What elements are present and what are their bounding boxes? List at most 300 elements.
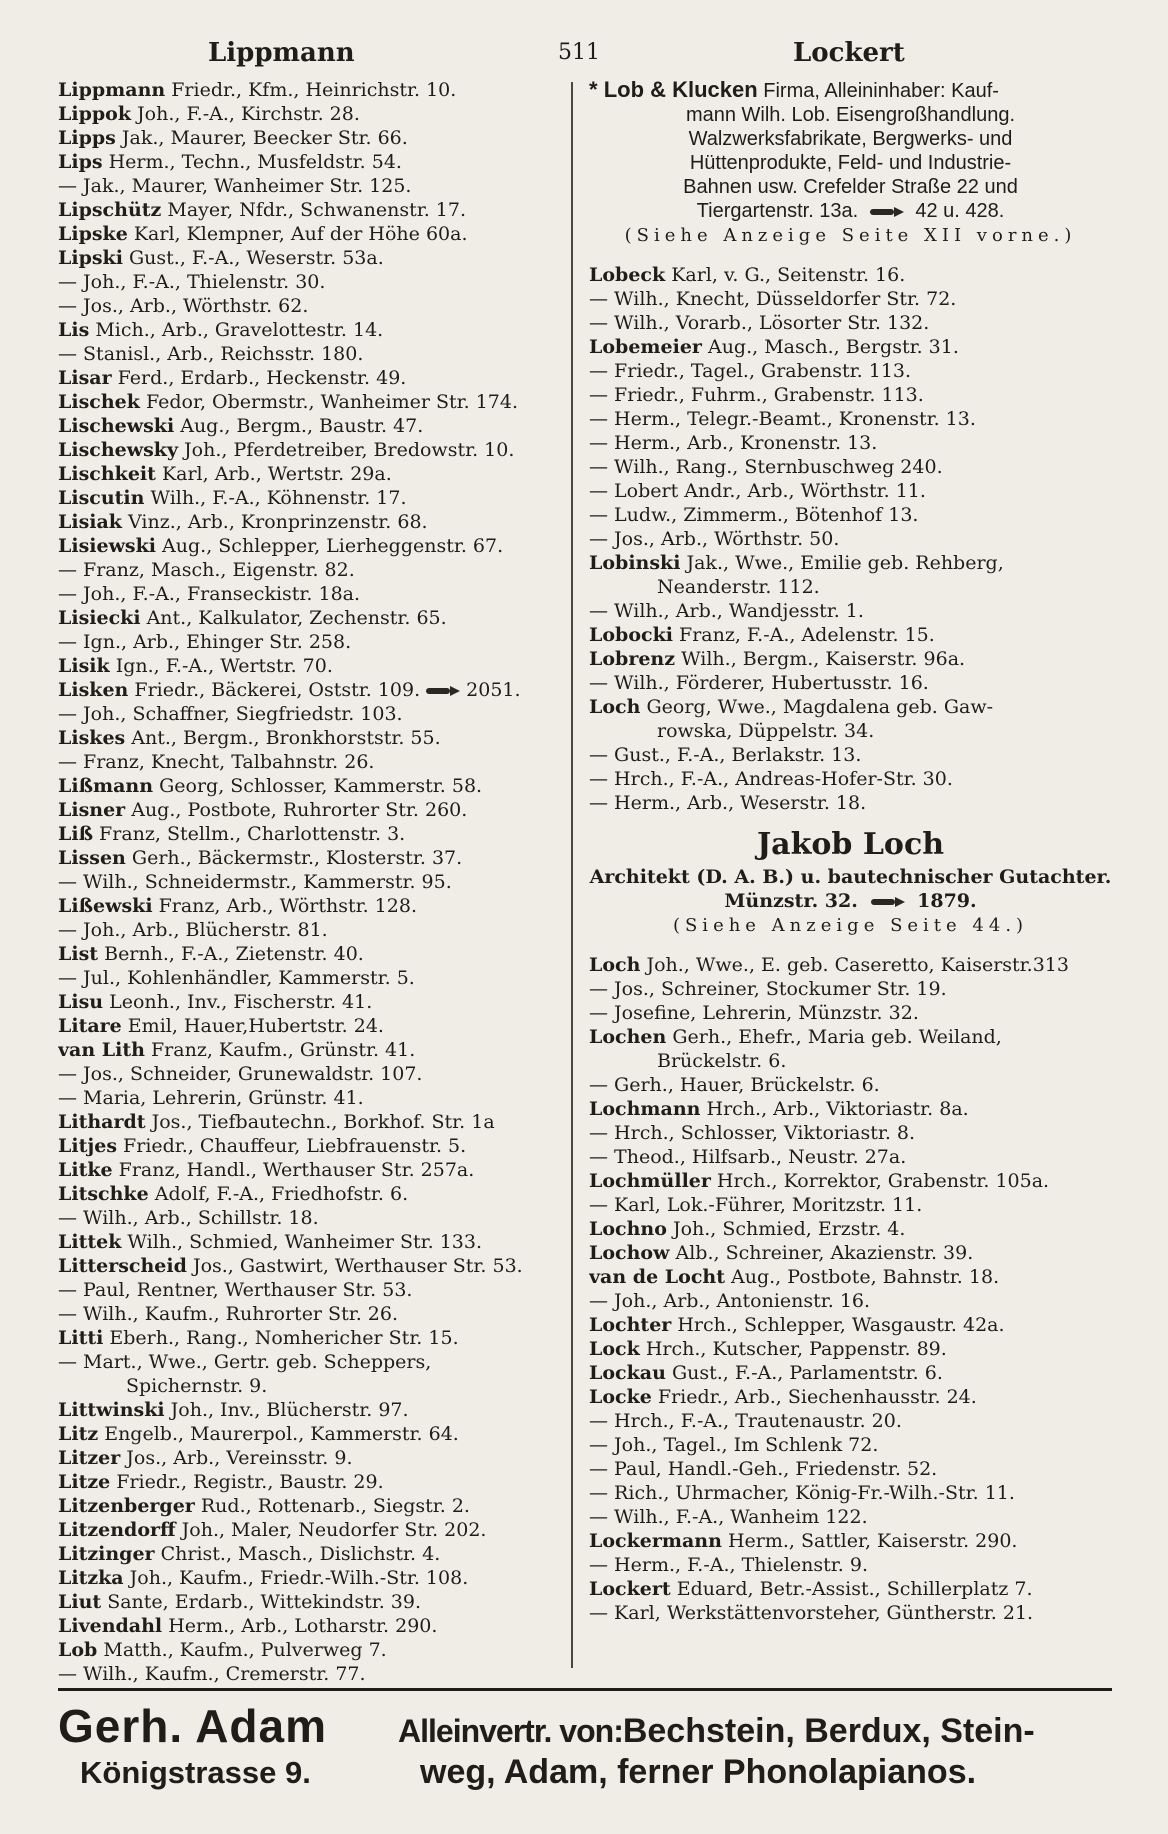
ad-first-line bbox=[589, 78, 1112, 103]
footer-line2: weg, Adam, ferner Phonolapianos. bbox=[420, 1753, 977, 1791]
directory-entry bbox=[589, 1241, 1112, 1265]
entry-details: — Gust., F.-A., Berlakstr. 13. bbox=[589, 744, 862, 766]
entry-details: Gerh., Ehefr., Maria geb. Weiland, bbox=[666, 1026, 1002, 1048]
entry-surname: Litti bbox=[58, 1327, 104, 1349]
entry-surname: Lipps bbox=[58, 127, 116, 149]
footer-line1b: Bechstein, Berdux, Stein- bbox=[622, 1712, 1035, 1750]
directory-entry bbox=[589, 527, 1112, 551]
entry-details: — Lobert Andr., Arb., Wörthstr. 11. bbox=[589, 480, 926, 502]
entry-details: — Karl, Lok.-Führer, Moritzstr. 11. bbox=[589, 1194, 923, 1216]
entry-details: Aug., Postbote, Bahnstr. 18. bbox=[724, 1266, 1000, 1288]
directory-entry bbox=[58, 414, 561, 438]
lob-klucken-ad bbox=[589, 78, 1112, 223]
entry-details: Gerh., Bäckermstr., Klosterstr. 37. bbox=[125, 847, 463, 869]
ad-title: * Lob & Klucken bbox=[589, 77, 758, 102]
entry-details: — Wilh., Knecht, Düsseldorfer Str. 72. bbox=[589, 288, 957, 310]
entry-details: Friedr., Registr., Baustr. 29. bbox=[110, 1471, 384, 1493]
entry-details: — Jos., Arb., Wörthstr. 62. bbox=[58, 295, 309, 317]
directory-entry bbox=[58, 1014, 561, 1038]
entry-surname: Lobemeier bbox=[589, 336, 702, 358]
entry-phone: 2051. bbox=[466, 679, 521, 701]
entry-details: Friedr., Kfm., Heinrichstr. 10. bbox=[165, 79, 457, 101]
entry-details: Hrch., Schlepper, Wasgaustr. 42a. bbox=[671, 1314, 1005, 1336]
entry-surname: Lockau bbox=[589, 1362, 666, 1384]
directory-entry bbox=[58, 798, 561, 822]
directory-entry bbox=[58, 1110, 561, 1134]
entry-details: Wilh., Bergm., Kaiserstr. 96a. bbox=[675, 648, 966, 670]
entry-details: — Wilh., Kaufm., Ruhrorter Str. 26. bbox=[58, 1303, 398, 1325]
ad-line-2: Walzwerksfabrikate, Bergwerks- und bbox=[688, 128, 1013, 150]
directory-entry bbox=[589, 1433, 1112, 1457]
entry-details: Ant., Kalkulator, Zechenstr. 65. bbox=[140, 607, 447, 629]
directory-entry bbox=[589, 1097, 1112, 1121]
entry-surname: Litschke bbox=[58, 1183, 149, 1205]
loch-ad-line2 bbox=[589, 889, 1112, 913]
entry-details: Georg, Schlosser, Kammerstr. 58. bbox=[153, 775, 483, 797]
directory-entry bbox=[589, 503, 1112, 527]
entry-details: Franz, Stellm., Charlottenstr. 3. bbox=[93, 823, 406, 845]
entry-details: — Jos., Schreiner, Stockumer Str. 19. bbox=[589, 978, 947, 1000]
directory-entry bbox=[589, 1289, 1112, 1313]
directory-entry bbox=[58, 150, 561, 174]
directory-entry bbox=[58, 318, 561, 342]
directory-entry bbox=[58, 294, 561, 318]
page-header bbox=[58, 30, 1112, 78]
loch-see-reference: (Siehe Anzeige Seite 44.) bbox=[672, 915, 1029, 936]
entry-details: Aug., Postbote, Ruhrorter Str. 260. bbox=[125, 799, 468, 821]
entry-details: — Wilh., Förderer, Hubertusstr. 16. bbox=[589, 672, 929, 694]
loch-ad-phone: 1879. bbox=[917, 890, 977, 912]
entry-details: Joh., Wwe., E. geb. Caseretto, Kaiserstr.313 bbox=[640, 954, 1069, 976]
entry-details: — Mart., Wwe., Gertr. geb. Scheppers, bbox=[58, 1351, 432, 1373]
entry-details: — Paul, Rentner, Werthauser Str. 53. bbox=[58, 1279, 413, 1301]
entry-details: Ign., F.-A., Wertstr. 70. bbox=[109, 655, 333, 677]
entry-surname: Lock bbox=[589, 1338, 640, 1360]
entry-surname: Liscutin bbox=[58, 487, 145, 509]
entry-details: — Herm., Arb., Kronenstr. 13. bbox=[589, 432, 878, 454]
loch-ad-title: Jakob Loch bbox=[756, 827, 945, 862]
entry-details: — Hrch., F.-A., Trautenaustr. 20. bbox=[589, 1410, 902, 1432]
directory-entry bbox=[589, 1193, 1112, 1217]
entry-surname: van Lith bbox=[58, 1039, 145, 1061]
entry-details: — Wilh., Schneidermstr., Kammerstr. 95. bbox=[58, 871, 452, 893]
directory-entry bbox=[589, 1313, 1112, 1337]
entry-details: Joh., Pferdetreiber, Bredowstr. 10. bbox=[178, 439, 515, 461]
directory-entry bbox=[58, 822, 561, 846]
entry-surname: Lockert bbox=[589, 1578, 671, 1600]
footer-address: Königstrasse 9. bbox=[80, 1755, 311, 1790]
directory-entry bbox=[58, 1134, 561, 1158]
directory-entry bbox=[58, 630, 561, 654]
entry-surname: Lischewsky bbox=[58, 439, 179, 461]
entry-surname: Lisken bbox=[58, 679, 129, 701]
directory-entry bbox=[58, 198, 561, 222]
telephone-icon bbox=[426, 686, 460, 696]
directory-entry bbox=[58, 246, 561, 270]
entry-surname: Lipske bbox=[58, 223, 128, 245]
directory-entry bbox=[589, 767, 1112, 791]
entry-details: Franz, Kaufm., Grünstr. 41. bbox=[144, 1039, 416, 1061]
entry-surname: Litzinger bbox=[58, 1543, 155, 1565]
directory-entry bbox=[58, 582, 561, 606]
entry-details: Spichernstr. 9. bbox=[126, 1375, 268, 1397]
entry-details: — Gerh., Hauer, Brückelstr. 6. bbox=[589, 1074, 880, 1096]
entry-details: — Joh., Schaffner, Siegfriedstr. 103. bbox=[58, 703, 403, 725]
directory-entry bbox=[589, 671, 1112, 695]
directory-entry bbox=[58, 942, 561, 966]
entry-details: Herm., Techn., Musfeldstr. 54. bbox=[102, 151, 402, 173]
directory-entry bbox=[589, 479, 1112, 503]
directory-entry bbox=[58, 918, 561, 942]
entry-details: — Wilh., Kaufm., Cremerstr. 77. bbox=[58, 1663, 366, 1685]
entry-surname: Livendahl bbox=[58, 1615, 163, 1637]
directory-entry bbox=[589, 1169, 1112, 1193]
directory-entry bbox=[58, 1662, 561, 1686]
entry-surname: Lobeck bbox=[589, 264, 666, 286]
entry-surname: Litzer bbox=[58, 1447, 121, 1469]
entry-surname: Lochno bbox=[589, 1218, 667, 1240]
directory-entry bbox=[589, 953, 1112, 977]
entry-details: Karl, Arb., Wertstr. 29a. bbox=[155, 463, 392, 485]
directory-entry bbox=[589, 719, 1112, 743]
directory-entry bbox=[589, 1385, 1112, 1409]
directory-entry bbox=[58, 1254, 561, 1278]
entry-details: — Jos., Schneider, Grunewaldstr. 107. bbox=[58, 1063, 423, 1085]
entry-details: — Paul, Handl.-Geh., Friedenstr. 52. bbox=[589, 1458, 938, 1480]
entry-details: Karl, Klempner, Auf der Höhe 60a. bbox=[127, 223, 468, 245]
entry-details: Alb., Schreiner, Akazienstr. 39. bbox=[669, 1242, 974, 1264]
footer-line1a: Alleinvertr. von: bbox=[398, 1713, 623, 1749]
entry-surname: Lithardt bbox=[58, 1111, 146, 1133]
entry-details: Aug., Bergm., Baustr. 47. bbox=[174, 415, 424, 437]
entry-details: Hrch., Kutscher, Pappenstr. 89. bbox=[639, 1338, 947, 1360]
entry-details: — Friedr., Tagel., Grabenstr. 113. bbox=[589, 360, 912, 382]
entry-details: Vinz., Arb., Kronprinzenstr. 68. bbox=[121, 511, 428, 533]
directory-entry bbox=[58, 222, 561, 246]
entry-details: Aug., Schlepper, Lierheggenstr. 67. bbox=[156, 535, 504, 557]
entry-details: Georg, Wwe., Magdalena geb. Gaw- bbox=[640, 696, 994, 718]
entry-details: Karl, v. G., Seitenstr. 16. bbox=[665, 264, 906, 286]
page-number: 511 bbox=[558, 40, 600, 65]
directory-entry bbox=[58, 126, 561, 150]
entry-surname: Lisiewski bbox=[58, 535, 157, 557]
entry-surname: Lissen bbox=[58, 847, 126, 869]
directory-entry bbox=[58, 1422, 561, 1446]
directory-entry bbox=[589, 791, 1112, 815]
entry-details: — Wilh., Rang., Sternbuschweg 240. bbox=[589, 456, 943, 478]
telephone-icon bbox=[870, 207, 904, 217]
entry-surname: Loch bbox=[589, 696, 641, 718]
entry-surname: van de Locht bbox=[589, 1266, 725, 1288]
directory-entry bbox=[58, 1374, 561, 1398]
directory-columns bbox=[58, 77, 1112, 1685]
directory-entry bbox=[589, 599, 1112, 623]
entry-details: Herm., Arb., Lotharstr. 290. bbox=[162, 1615, 438, 1637]
directory-entry bbox=[58, 1350, 561, 1374]
directory-entry bbox=[589, 1361, 1112, 1385]
entry-surname: Lobrenz bbox=[589, 648, 676, 670]
entry-details: Hrch., Arb., Viktoriastr. 8a. bbox=[700, 1098, 969, 1120]
directory-entry bbox=[58, 1182, 561, 1206]
entry-details: — Stanisl., Arb., Reichsstr. 180. bbox=[58, 343, 364, 365]
directory-entry bbox=[589, 1457, 1112, 1481]
entry-details: — Herm., Telegr.-Beamt., Kronenstr. 13. bbox=[589, 408, 976, 430]
directory-entry bbox=[589, 1145, 1112, 1169]
entry-details: — Maria, Lehrerin, Grünstr. 41. bbox=[58, 1087, 364, 1109]
entry-details: Jak., Wwe., Emilie geb. Rehberg, bbox=[680, 552, 1004, 574]
entry-details: — Wilh., Arb., Wandjesstr. 1. bbox=[589, 600, 864, 622]
entry-surname: Lochmüller bbox=[589, 1170, 711, 1192]
ad-address: Tiergartenstr. 13a. bbox=[696, 200, 859, 222]
directory-entry bbox=[58, 750, 561, 774]
directory-entry bbox=[589, 1049, 1112, 1073]
entry-details: — Rich., Uhrmacher, König-Fr.-Wilh.-Str. 11. bbox=[589, 1482, 1015, 1504]
directory-entry bbox=[589, 359, 1112, 383]
directory-entry bbox=[58, 702, 561, 726]
footer-advertisement bbox=[58, 1688, 1112, 1792]
entry-details: Hrch., Korrektor, Grabenstr. 105a. bbox=[710, 1170, 1050, 1192]
entry-details: Jos., Tiefbautechn., Borkhof. Str. 1a bbox=[145, 1111, 495, 1133]
directory-entry bbox=[58, 654, 561, 678]
directory-entry bbox=[589, 383, 1112, 407]
entry-surname: Lips bbox=[58, 151, 103, 173]
entry-details: — Hrch., Schlosser, Viktoriastr. 8. bbox=[589, 1122, 916, 1144]
entry-details: Adolf, F.-A., Friedhofstr. 6. bbox=[148, 1183, 409, 1205]
entry-details: Herm., Sattler, Kaiserstr. 290. bbox=[721, 1530, 1018, 1552]
header-left-keyword: Lippmann bbox=[208, 38, 355, 68]
entry-details: — Joh., F.-A., Thielenstr. 30. bbox=[58, 271, 326, 293]
entry-surname: Lischek bbox=[58, 391, 140, 413]
entry-surname: Littwinski bbox=[58, 1399, 165, 1421]
directory-entry bbox=[589, 1217, 1112, 1241]
directory-entry bbox=[589, 623, 1112, 647]
directory-entry bbox=[589, 977, 1112, 1001]
directory-entry bbox=[58, 894, 561, 918]
directory-entry bbox=[589, 695, 1112, 719]
entry-surname: Litzenberger bbox=[58, 1495, 195, 1517]
directory-entry bbox=[589, 287, 1112, 311]
entry-surname: Lobocki bbox=[589, 624, 673, 646]
entry-details: — Joh., Arb., Antonienstr. 16. bbox=[589, 1290, 871, 1312]
entry-details: — Herm., F.-A., Thielenstr. 9. bbox=[589, 1554, 868, 1576]
footer-row-1 bbox=[58, 1699, 1112, 1753]
entry-details: — Jos., Arb., Wörthstr. 50. bbox=[589, 528, 840, 550]
entry-details: Aug., Masch., Bergstr. 31. bbox=[701, 336, 959, 358]
entry-surname: Lisiak bbox=[58, 511, 122, 533]
directory-entry bbox=[589, 1409, 1112, 1433]
directory-entry bbox=[58, 1566, 561, 1590]
entry-surname: Liskes bbox=[58, 727, 126, 749]
directory-entry bbox=[589, 551, 1112, 575]
ad-see-reference: (Siehe Anzeige Seite XII vorne.) bbox=[624, 225, 1077, 246]
entry-details: Wilh., F.-A., Köhnenstr. 17. bbox=[144, 487, 407, 509]
entry-details: Leonh., Inv., Fischerstr. 41. bbox=[103, 991, 373, 1013]
directory-entry bbox=[589, 743, 1112, 767]
directory-entry bbox=[589, 1337, 1112, 1361]
directory-entry bbox=[58, 270, 561, 294]
entry-details: Jos., Arb., Vereinsstr. 9. bbox=[120, 1447, 353, 1469]
entry-surname: Lipschütz bbox=[58, 199, 162, 221]
directory-entry bbox=[589, 1553, 1112, 1577]
entry-details: Jos., Gastwirt, Werthauser Str. 53. bbox=[186, 1255, 523, 1277]
left-column bbox=[58, 78, 571, 1685]
entry-details: Sante, Erdarb., Wittekindstr. 39. bbox=[101, 1591, 422, 1613]
directory-entry bbox=[589, 311, 1112, 335]
ad-phone: 42 u. 428. bbox=[915, 200, 1005, 222]
ad-line-0: Firma, Alleininhaber: Kauf- bbox=[763, 80, 999, 102]
directory-entry bbox=[58, 1326, 561, 1350]
directory-entry bbox=[589, 407, 1112, 431]
directory-entry bbox=[58, 1542, 561, 1566]
directory-entry bbox=[58, 1398, 561, 1422]
directory-entry bbox=[58, 438, 561, 462]
entry-details: — Ludw., Zimmerm., Bötenhof 13. bbox=[589, 504, 919, 526]
entry-details: Mayer, Nfdr., Schwanenstr. 17. bbox=[161, 199, 467, 221]
directory-entry bbox=[58, 102, 561, 126]
entry-details: — Franz, Masch., Eigenstr. 82. bbox=[58, 559, 355, 581]
directory-entry bbox=[589, 431, 1112, 455]
entry-surname: Litterscheid bbox=[58, 1255, 187, 1277]
directory-entry bbox=[589, 575, 1112, 599]
entry-surname: Litzka bbox=[58, 1567, 124, 1589]
entry-details: — Jak., Maurer, Wanheimer Str. 125. bbox=[58, 175, 412, 197]
entry-surname: Lisik bbox=[58, 655, 110, 677]
directory-entry bbox=[589, 1121, 1112, 1145]
directory-entry bbox=[589, 647, 1112, 671]
entry-details: — Joh., Tagel., Im Schlenk 72. bbox=[589, 1434, 879, 1456]
entry-details: — Joh., F.-A., Franseckistr. 18a. bbox=[58, 583, 361, 605]
entry-details: Engelb., Maurerpol., Kammerstr. 64. bbox=[98, 1423, 459, 1445]
entry-surname: Lisu bbox=[58, 991, 104, 1013]
entry-details: Franz, F.-A., Adelenstr. 15. bbox=[672, 624, 935, 646]
directory-entry bbox=[58, 870, 561, 894]
entry-details: — Herm., Arb., Weserstr. 18. bbox=[589, 792, 867, 814]
entry-details: — Josefine, Lehrerin, Münzstr. 32. bbox=[589, 1002, 919, 1024]
entry-details: Ferd., Erdarb., Heckenstr. 49. bbox=[111, 367, 407, 389]
entry-surname: Lißmann bbox=[58, 775, 154, 797]
loch-ad-address: Münzstr. 32. bbox=[724, 890, 858, 912]
entry-details: Neanderstr. 112. bbox=[657, 576, 820, 598]
entry-surname: Lobinski bbox=[589, 552, 681, 574]
entry-surname: List bbox=[58, 943, 99, 965]
entry-details: Friedr., Bäckerei, Oststr. 109. bbox=[128, 679, 421, 701]
entry-details: — Karl, Werkstättenvorsteher, Güntherstr. 21. bbox=[589, 1602, 1034, 1624]
telephone-icon bbox=[871, 897, 905, 907]
directory-entry bbox=[58, 390, 561, 414]
entry-surname: Lockermann bbox=[589, 1530, 722, 1552]
directory-entry bbox=[589, 1073, 1112, 1097]
directory-entry bbox=[589, 335, 1112, 359]
directory-entry bbox=[589, 1529, 1112, 1553]
directory-entry bbox=[589, 1505, 1112, 1529]
entry-details: Ant., Bergm., Bronkhorststr. 55. bbox=[125, 727, 441, 749]
directory-entry bbox=[58, 966, 561, 990]
directory-entry bbox=[58, 342, 561, 366]
entry-details: Christ., Masch., Dislichstr. 4. bbox=[154, 1543, 441, 1565]
entry-surname: Litz bbox=[58, 1423, 99, 1445]
directory-entry bbox=[589, 1601, 1112, 1625]
entry-details: Franz, Arb., Wörthstr. 128. bbox=[152, 895, 417, 917]
entry-details: Fedor, Obermstr., Wanheimer Str. 174. bbox=[139, 391, 519, 413]
directory-entry bbox=[589, 455, 1112, 479]
ad-line-1: mann Wilh. Lob. Eisengroßhandlung. bbox=[685, 104, 1016, 126]
directory-entry bbox=[58, 1158, 561, 1182]
entry-details: Friedr., Chauffeur, Liebfrauenstr. 5. bbox=[117, 1135, 467, 1157]
header-right-keyword: Lockert bbox=[793, 38, 905, 68]
entry-details: — Wilh., Vorarb., Lösorter Str. 132. bbox=[589, 312, 930, 334]
directory-entry bbox=[58, 1470, 561, 1494]
right-entries-b bbox=[589, 953, 1112, 1625]
entry-surname: Lochen bbox=[589, 1026, 667, 1048]
entry-surname: Lisner bbox=[58, 799, 126, 821]
directory-entry bbox=[58, 486, 561, 510]
directory-entry bbox=[58, 1038, 561, 1062]
directory-entry bbox=[58, 1302, 561, 1326]
entry-details: — Franz, Knecht, Talbahnstr. 26. bbox=[58, 751, 375, 773]
directory-entry bbox=[58, 678, 561, 702]
ad-last-line bbox=[589, 199, 1112, 223]
entry-surname: Loch bbox=[589, 954, 641, 976]
entry-details: Brückelstr. 6. bbox=[657, 1050, 787, 1072]
directory-entry bbox=[58, 1206, 561, 1230]
entry-details: Mich., Arb., Gravelottestr. 14. bbox=[89, 319, 384, 341]
directory-entry bbox=[58, 1614, 561, 1638]
entry-surname: Lob bbox=[58, 1639, 98, 1661]
directory-entry bbox=[58, 1062, 561, 1086]
entry-surname: Littek bbox=[58, 1231, 122, 1253]
directory-entry bbox=[58, 366, 561, 390]
entry-details: Rud., Rottenarb., Siegstr. 2. bbox=[194, 1495, 470, 1517]
entry-surname: Lisiecki bbox=[58, 607, 141, 629]
entry-surname: Lippok bbox=[58, 103, 131, 125]
directory-entry bbox=[58, 1494, 561, 1518]
directory-entry bbox=[589, 1481, 1112, 1505]
entry-details: — Wilh., F.-A., Wanheim 122. bbox=[589, 1506, 868, 1528]
entry-details: Joh., F.-A., Kirchstr. 28. bbox=[131, 103, 360, 125]
entry-details: Wilh., Schmied, Wanheimer Str. 133. bbox=[121, 1231, 483, 1253]
directory-entry bbox=[58, 174, 561, 198]
entry-details: — Ign., Arb., Ehinger Str. 258. bbox=[58, 631, 352, 653]
entry-details: Gust., F.-A., Weserstr. 53a. bbox=[122, 247, 384, 269]
entry-surname: Lisar bbox=[58, 367, 112, 389]
entry-surname: Lippmann bbox=[58, 79, 166, 101]
directory-entry bbox=[58, 990, 561, 1014]
entry-details: Jak., Maurer, Beecker Str. 66. bbox=[115, 127, 408, 149]
directory-entry bbox=[589, 1265, 1112, 1289]
loch-ad-line1: Architekt (D. A. B.) u. bautechnischer Gutachter. bbox=[589, 866, 1112, 888]
entry-details: rowska, Düppelstr. 34. bbox=[657, 720, 875, 742]
entry-details: Friedr., Arb., Siechenhausstr. 24. bbox=[651, 1386, 977, 1408]
entry-surname: Litze bbox=[58, 1471, 111, 1493]
ad-line-4: Bahnen usw. Crefelder Straße 22 und bbox=[683, 176, 1018, 198]
entry-details: Joh., Inv., Blücherstr. 97. bbox=[164, 1399, 409, 1421]
entry-details: — Friedr., Fuhrm., Grabenstr. 113. bbox=[589, 384, 924, 406]
directory-entry bbox=[58, 774, 561, 798]
directory-entry bbox=[589, 1025, 1112, 1049]
directory-entry bbox=[58, 846, 561, 870]
directory-entry bbox=[58, 462, 561, 486]
directory-entry bbox=[589, 1001, 1112, 1025]
entry-surname: Lißewski bbox=[58, 895, 153, 917]
entry-details: Emil, Hauer,Hubertstr. 24. bbox=[121, 1015, 384, 1037]
directory-entry bbox=[58, 78, 561, 102]
entry-surname: Litke bbox=[58, 1159, 113, 1181]
entry-details: — Jul., Kohlenhändler, Kammerstr. 5. bbox=[58, 967, 415, 989]
directory-entry bbox=[58, 1446, 561, 1470]
entry-surname: Lochter bbox=[589, 1314, 672, 1336]
ad-line-3: Hüttenprodukte, Feld- und Industrie- bbox=[689, 152, 1012, 174]
directory-entry bbox=[58, 1086, 561, 1110]
